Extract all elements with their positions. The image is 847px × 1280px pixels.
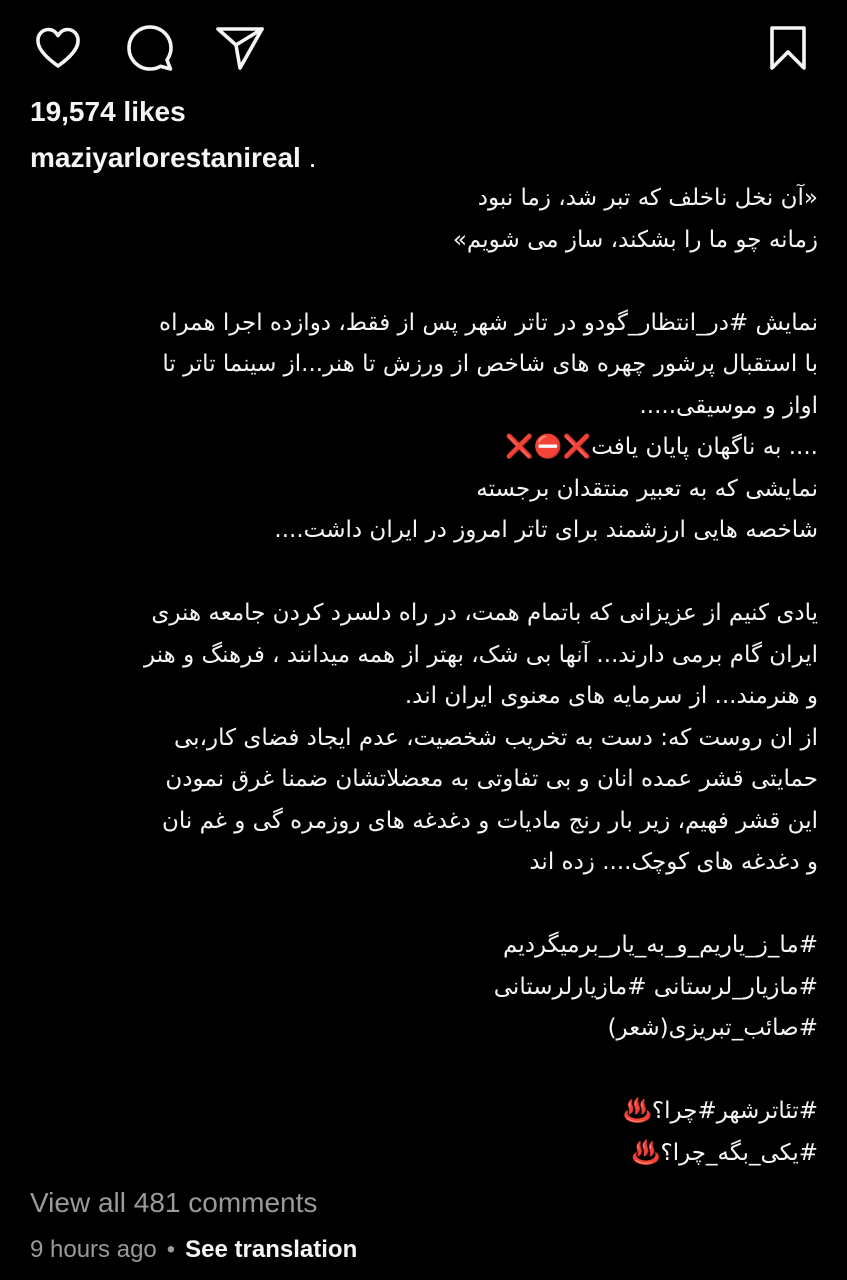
- caption-line: .... به ناگهان پایان یافت❌⛔❌: [505, 434, 818, 460]
- caption-line: شاخصه هایی ارزشمند برای تاتر امروز در ایران داشت....: [274, 517, 818, 543]
- caption-blank-line: [30, 552, 818, 594]
- caption-line: اواز و موسیقی.....: [639, 392, 818, 419]
- post-timestamp: 9 hours ago: [30, 1236, 157, 1263]
- post-caption: [30, 178, 818, 1174]
- caption-blank-line: [30, 884, 818, 926]
- view-all-comments-link[interactable]: View all 481 comments: [30, 1187, 318, 1218]
- caption-line: حمایتی قشر عمده انان و بی تفاوتی به معضلاتشان ضمنا غرق نمودن: [165, 766, 818, 792]
- post-meta: [30, 1236, 357, 1264]
- username-link[interactable]: maziyarlorestanireal: [30, 142, 301, 173]
- caption-line: نمایشی که به تعبیر منتقدان برجسته: [476, 475, 818, 502]
- see-translation-button[interactable]: See translation: [185, 1236, 358, 1263]
- like-button[interactable]: [32, 22, 84, 74]
- heart-icon: [34, 26, 82, 70]
- caption-blank-line: [30, 261, 818, 303]
- caption-hashtag-line[interactable]: #صائب_تبریزی(شعر): [607, 1015, 818, 1041]
- caption-line: و هنرمند... از سرمایه های معنوی ایران اند.: [404, 683, 818, 709]
- caption-hashtag-line[interactable]: #مازیار_لرستانی #مازیارلرستانی: [493, 973, 818, 1000]
- share-button[interactable]: [214, 22, 266, 74]
- save-button[interactable]: [762, 22, 814, 74]
- caption-line: ایران گام برمی دارند... آنها بی شک، بهتر از همه میدانند ، فرهنگ و هنر: [144, 641, 818, 668]
- caption-line: «آن نخل ناخلف که تبر شد، زما نبود: [477, 185, 818, 211]
- caption-header: [30, 142, 316, 174]
- caption-line: این قشر فهیم، زیر بار رنج مادیات و دغدغه های روزمره گی و غم نان: [161, 807, 818, 834]
- caption-line: و دغدغه های کوچک.... زده اند: [529, 849, 818, 875]
- likes-count[interactable]: 19,574 likes: [30, 96, 186, 127]
- caption-blank-line: [30, 1050, 818, 1092]
- caption-line: از ان روست که: دست به تخریب شخصیت، عدم ایجاد فضای کار،بی: [174, 724, 818, 751]
- post-action-bar: [0, 22, 847, 74]
- caption-line: با استقبال پرشور چهره های شاخص از ورزش تا هنر...از سینما تاتر تا: [162, 351, 818, 377]
- caption-line: زمانه چو ما را بشکند، ساز می شویم»: [452, 226, 818, 253]
- bookmark-icon: [768, 25, 808, 71]
- caption-hashtag-line[interactable]: #یکی_بگه_چرا؟♨️: [631, 1139, 818, 1166]
- meta-separator: •: [166, 1236, 176, 1263]
- caption-hashtag-line[interactable]: #ما_ز_یاریم_و_به_یار_برمیگردیم: [503, 932, 818, 958]
- username-suffix: .: [300, 142, 317, 173]
- comment-button[interactable]: [124, 22, 176, 74]
- caption-line: نمایش #در_انتظار_گودو در تاتر شهر پس از فقط، دوازده اجرا همراه: [159, 309, 818, 336]
- comment-bubble-icon: [126, 24, 174, 72]
- caption-hashtag-line[interactable]: #تئاترشهر#چرا؟♨️: [623, 1098, 818, 1124]
- caption-line: یادی کنیم از عزیزانی که باتمام همت، در راه دلسرد کردن جامعه هنری: [151, 600, 818, 626]
- paper-plane-icon: [215, 25, 265, 71]
